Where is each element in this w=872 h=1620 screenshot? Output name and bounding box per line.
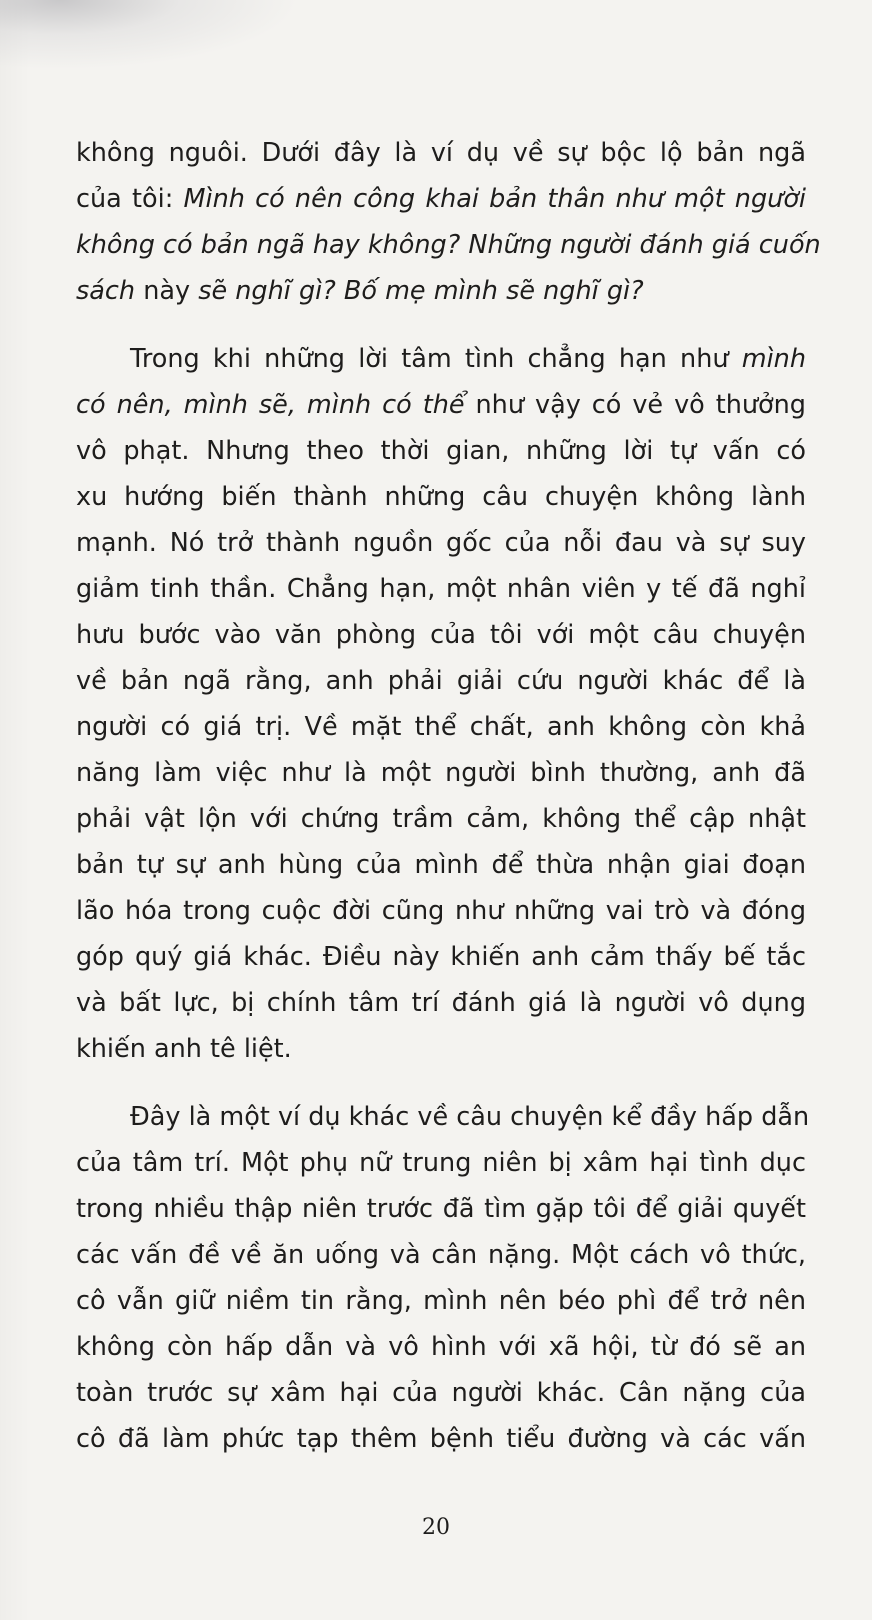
paragraph [76,1094,810,1462]
text-line: lão hóa trong cuộc đời cũng như những vai trò và đóng [76,896,806,926]
paragraph [76,336,806,1072]
text-line: không còn hấp dẫn và vô hình với xã hội, từ đó sẽ an [76,1332,806,1362]
text-line: xu hướng biến thành những câu chuyện không lành [76,482,806,512]
text-line: toàn trước sự xâm hại của người khác. Cân nặng của [76,1378,806,1408]
text-line: giảm tinh thần. Chẳng hạn, một nhân viên y tế đã nghỉ [76,574,806,604]
text-line: hưu bước vào văn phòng của tôi với một câu chuyện [76,620,806,650]
text-line: người có giá trị. Về mặt thể chất, anh không còn khả [76,712,806,742]
page-number: 20 [422,1515,450,1540]
text-line: về bản ngã rằng, anh phải giải cứu người khác để là [76,666,806,696]
text-line: không nguôi. Dưới đây là ví dụ về sự bộc lộ bản ngã [76,138,806,168]
text-line: các vấn đề về ăn uống và cân nặng. Một cách vô thức, [76,1240,806,1270]
paragraph [76,130,821,314]
text-line: và bất lực, bị chính tâm trí đánh giá là người vô dụng [76,988,806,1018]
text-line: cô đã làm phức tạp thêm bệnh tiểu đường và các vấn [76,1424,806,1454]
text-line: phải vật lộn với chứng trầm cảm, không thể cập nhật [76,804,806,834]
text-line: có nên, mình sẽ, mình có thể như vậy có vẻ vô thưởng [76,390,806,420]
text-line: mạnh. Nó trở thành nguồn gốc của nỗi đau và sự suy [76,528,806,558]
text-line: năng làm việc như là một người bình thường, anh đã [76,758,806,788]
text-line: Trong khi những lời tâm tình chẳng hạn như mình [130,344,806,374]
text-line: Đây là một ví dụ khác về câu chuyện kể đầy hấp dẫn [130,1102,810,1132]
text-line: trong nhiều thập niên trước đã tìm gặp tôi để giải quyết [76,1194,806,1224]
text-line: góp quý giá khác. Điều này khiến anh cảm thấy bế tắc [76,942,806,972]
body-text [76,130,821,1462]
text-line: khiến anh tê liệt. [76,1034,292,1064]
text-line: của tôi: Mình có nên công khai bản thân như một người [76,184,807,214]
text-line: vô phạt. Nhưng theo thời gian, những lời tự vấn có [76,436,806,466]
text-line: của tâm trí. Một phụ nữ trung niên bị xâm hại tình dục [76,1148,806,1178]
corner-shadow-decoration [0,0,300,70]
text-line: không có bản ngã hay không? Những người đánh giá cuốn [76,230,821,260]
text-line: cô vẫn giữ niềm tin rằng, mình nên béo phì để trở nên [76,1286,806,1316]
text-line: sách này sẽ nghĩ gì? Bố mẹ mình sẽ nghĩ gì? [76,276,644,306]
text-line: bản tự sự anh hùng của mình để thừa nhận giai đoạn [76,850,806,880]
